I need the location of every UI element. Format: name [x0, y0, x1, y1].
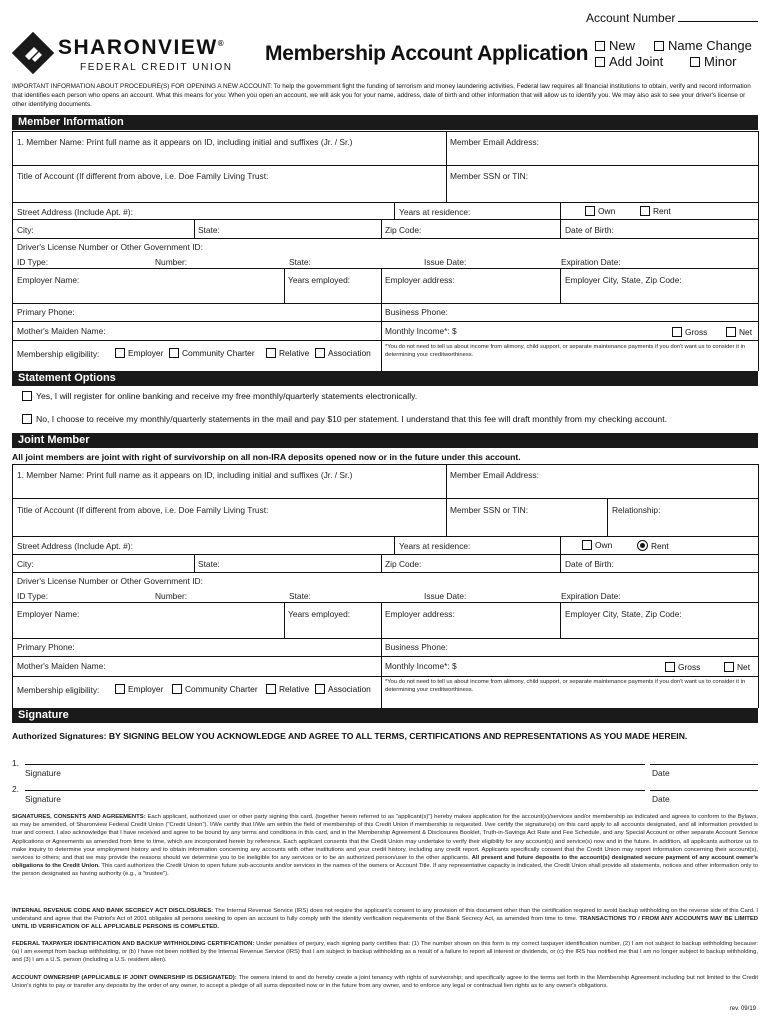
- joint-street-field[interactable]: Street Address (Include Apt. #):: [17, 541, 133, 551]
- member-income-note: *You do not need to tell us about income from alimony, child support, or separate maintenance payments if you don't want us to consider it in determining your creditworthiness.: [385, 344, 746, 358]
- member-employer-city-field[interactable]: Employer City, State, Zip Code:: [565, 275, 682, 285]
- member-years-employed-field[interactable]: Years employed:: [288, 275, 351, 285]
- date-2-line[interactable]: [650, 790, 758, 791]
- joint-monthly-income-field[interactable]: Monthly Income*: $: [385, 661, 457, 671]
- joint-income-note: *You do not need to tell us about income from alimony, child support, or separate maintenance payments if you don't want us to consider it in determining your creditworthiness.: [385, 679, 746, 693]
- member-eligibility-label: Membership eligibility:: [17, 349, 100, 359]
- joint-primary-phone-field[interactable]: Primary Phone:: [17, 642, 75, 652]
- member-primary-phone-field[interactable]: Primary Phone:: [17, 307, 75, 317]
- type-name-change[interactable]: Name Change: [654, 38, 752, 53]
- checkbox[interactable]: [582, 540, 592, 550]
- checkbox[interactable]: [690, 57, 700, 67]
- checkbox[interactable]: [640, 206, 650, 216]
- member-monthly-income-field[interactable]: Monthly Income*: $: [385, 326, 457, 336]
- sharonview-logo-icon: [12, 32, 54, 74]
- joint-id-state-field[interactable]: State:: [289, 591, 311, 601]
- joint-years-employed-field[interactable]: Years employed:: [288, 609, 351, 619]
- checkbox[interactable]: [726, 327, 736, 337]
- member-employer-name-field[interactable]: Employer Name:: [17, 275, 80, 285]
- joint-gross-option[interactable]: Gross: [665, 662, 700, 672]
- signature-1-line[interactable]: [25, 764, 645, 765]
- page-title: Membership Account Application: [265, 42, 589, 65]
- checkbox[interactable]: [595, 41, 605, 51]
- member-zip-field[interactable]: Zip Code:: [385, 225, 422, 235]
- member-ssn-field[interactable]: Member SSN or TIN:: [450, 171, 529, 181]
- member-business-phone-field[interactable]: Business Phone:: [385, 307, 448, 317]
- checkbox[interactable]: [665, 662, 675, 672]
- member-street-field[interactable]: Street Address (Include Apt. #):: [17, 207, 133, 217]
- type-new[interactable]: New: [595, 38, 635, 53]
- joint-id-number-field[interactable]: Number:: [155, 591, 188, 601]
- signature-2-label: Signature: [25, 794, 61, 804]
- member-id-number-field[interactable]: Number:: [155, 257, 188, 267]
- joint-account-title-field[interactable]: Title of Account (If different from above, i.e. Doe Family Living Trust:: [17, 505, 269, 515]
- signature-2-line[interactable]: [25, 790, 645, 791]
- joint-eligibility-label: Membership eligibility:: [17, 685, 100, 695]
- member-employer-address-field[interactable]: Employer address:: [385, 275, 455, 285]
- member-years-residence-field[interactable]: Years at residence:: [399, 207, 471, 217]
- joint-elig-community[interactable]: Community Charter: [172, 684, 258, 694]
- joint-elig-employer[interactable]: Employer: [115, 684, 163, 694]
- joint-id-type-field[interactable]: ID Type:: [17, 591, 49, 601]
- checkbox[interactable]: [595, 57, 605, 67]
- joint-name-field[interactable]: 1. Member Name: Print full name as it appears on ID, including initial and suffixes (Jr. / Sr.): [17, 470, 353, 480]
- checkbox[interactable]: [724, 662, 734, 672]
- important-notice: IMPORTANT INFORMATION ABOUT PROCEDURE(S) FOR OPENING A NEW ACCOUNT: To help the government fight the funding of terrorism and money laundering activities, Federal law requires all financial institutions to obtain, verify and record information that identifies each person who opens an account. What this means for you: When you open an account, we will ask you for your name, address, date of birth and other information that will allow us to identify you. We may also ask to see your driver's license or other identifying documents.: [12, 83, 751, 108]
- member-dob-field[interactable]: Date of Birth:: [565, 225, 614, 235]
- joint-own-option[interactable]: Own: [582, 540, 612, 550]
- member-elig-relative[interactable]: Relative: [266, 348, 309, 358]
- signature-2-number: 2.: [12, 784, 19, 794]
- signature-1-label: Signature: [25, 768, 61, 778]
- member-name-field[interactable]: 1. Member Name: Print full name as it appears on ID, including initial and suffixes (Jr. / Sr.): [17, 137, 353, 147]
- joint-dob-field[interactable]: Date of Birth:: [565, 559, 614, 569]
- joint-employer-name-field[interactable]: Employer Name:: [17, 609, 80, 619]
- checkbox[interactable]: [266, 348, 276, 358]
- type-minor[interactable]: Minor: [690, 54, 737, 69]
- joint-elig-relative[interactable]: Relative: [266, 684, 309, 694]
- joint-maiden-name-field[interactable]: Mother's Maiden Name:: [17, 661, 106, 671]
- member-maiden-name-field[interactable]: Mother's Maiden Name:: [17, 326, 106, 336]
- irs-bsa-paragraph: INTERNAL REVENUE CODE AND BANK SECRECY ACT DISCLOSURES: The Internal Revenue Service (IRS) does not require the applicant's consent to any provision of this document other than the certification required to avoid backup withholding on the reverse side of this Card. I understand and agree that the Patriot's Act of 2001 obligates all persons seeking to open an account to fully comply with the identity verification requirements of the Bank Secrecy Act, as amended from time to time. TRANSACTIONS TO / FROM ANY ACCOUNTS MAY BE LIMITED UNTIL ID VERIFICATION OF ALL APPLICABLE PERSONS IS COMPLETED.: [12, 908, 758, 931]
- checkbox[interactable]: [585, 206, 595, 216]
- type-add-joint[interactable]: Add Joint: [595, 54, 663, 69]
- joint-issue-date-field[interactable]: Issue Date:: [424, 591, 467, 601]
- checkbox[interactable]: [654, 41, 664, 51]
- joint-relationship-field[interactable]: Relationship:: [612, 505, 661, 515]
- joint-employer-city-field[interactable]: Employer City, State, Zip Code:: [565, 609, 682, 619]
- section-joint-member: Joint Member: [12, 433, 758, 448]
- member-dl-label: Driver's License Number or Other Government ID:: [17, 242, 203, 252]
- member-elig-association[interactable]: Association: [315, 348, 371, 358]
- member-account-title-field[interactable]: Title of Account (If different from above, i.e. Doe Family Living Trust:: [17, 171, 269, 181]
- section-statement-options: Statement Options: [12, 371, 758, 386]
- joint-expiration-field[interactable]: Expiration Date:: [561, 591, 621, 601]
- joint-state-field[interactable]: State:: [198, 559, 220, 569]
- member-city-field[interactable]: City:: [17, 225, 34, 235]
- date-1-line[interactable]: [650, 764, 758, 765]
- checkbox[interactable]: [22, 391, 32, 401]
- logo-name: SHARONVIEW®: [58, 36, 226, 59]
- checkbox[interactable]: [22, 414, 32, 424]
- checkbox[interactable]: [115, 684, 125, 694]
- checkbox[interactable]: [266, 684, 276, 694]
- statement-option-mail[interactable]: No, I choose to receive my monthly/quarterly statements in the mail and pay $10 per statement. I understand that this fee will draft monthly from my checking account.: [22, 414, 667, 424]
- checkbox[interactable]: [315, 348, 325, 358]
- joint-years-residence-field[interactable]: Years at residence:: [399, 541, 471, 551]
- joint-zip-field[interactable]: Zip Code:: [385, 559, 422, 569]
- joint-ssn-field[interactable]: Member SSN or TIN:: [450, 505, 529, 515]
- signatures-consents-paragraph: SIGNATURES, CONSENTS AND AGREEMENTS: Each applicant, authorized user or other party signing this card, (together herein referred to as "applicant(s)") hereby makes application for the account(s)/services and/or membership as indicated and agrees to conform to the Bylaws, as may be amended, of Sharonview Federal Credit Union ("Credit Union"). I/We certify that I/We am within the field of membership of this Credit Union if membership is requested. I/we certify the signature(s) on this card apply to all accounts designated, and all information provided is true and correct. I also acknowledge that I have received and agree to be bound by any terms and conditions in this card, and in the Membership Agreement & Disclosures Booklet, Truth-in-Savings Act Rate and Fee Schedule, and any Special Account or other separate Account Service Applications or Agreements as amended from time to time, which are incorporated herein by reference. Each applicant consents that the Credit Union may undertake to verify their eligibility for any account(s) and service(s) now and in the future. In addition, all applicants authorize us to make inquiry to determine your employment history and to obtain information concerning any accounts with other institutions and your credit history, including any credit report. Applicants specifically consent that the Credit Union may report information concerning their account(s), services to others; and that we may provide the reasons should we determine you to be ineligible for any services or to be an authorized person/user to the other applicants. All present and future deposits to the account(s) designated secure payment of any account owner's obligations to the Credit Union. This card authorizes the Credit Union to open future sub-accounts and/or services in the names of the owners or Account Title. If any representative capacity is indicated, the Credit Union shall provide all statements, notices and other information only to the person designated as having authority (e.g., a "trustee").: [12, 814, 759, 878]
- joint-survivorship-note: All joint members are joint with right of survivorship on all non-IRA deposits opened now or in the future under this account.: [12, 452, 521, 462]
- member-elig-community[interactable]: Community Charter: [169, 348, 255, 358]
- member-expiration-field[interactable]: Expiration Date:: [561, 257, 621, 267]
- member-elig-employer[interactable]: Employer: [115, 348, 163, 358]
- account-ownership-paragraph: ACCOUNT OWNERSHIP (APPLICABLE IF JOINT OWNERSHIP IS DESIGNATED): The owners intend to and do hereby create a joint tenancy with rights of survivorship; and specifically agree to the terms set forth in the Membership Agreement including but not limited to the Credit Union's rights to pay or transfer any deposits by the order of any owner, to accept a pledge of all sums deposited now or in the future from any owner, and to enforce any legal or contractual lien rights as to any owner's obligations.: [12, 975, 759, 990]
- member-gross-option[interactable]: Gross: [672, 327, 707, 337]
- authorized-signatures-statement: Authorized Signatures: BY SIGNING BELOW YOU ACKNOWLEDGE AND AGREE TO ALL TERMS, CERTIFICATIONS AND REPRESENTATIONS AS YOU MADE HEREIN.: [12, 731, 688, 741]
- joint-dl-label: Driver's License Number or Other Government ID:: [17, 576, 203, 586]
- account-number-field[interactable]: [678, 12, 758, 22]
- member-rent-option[interactable]: Rent: [640, 206, 671, 216]
- member-email-field[interactable]: Member Email Address:: [450, 137, 539, 147]
- member-state-field[interactable]: State:: [198, 225, 220, 235]
- joint-city-field[interactable]: City:: [17, 559, 34, 569]
- member-net-option[interactable]: Net: [726, 327, 752, 337]
- date-2-label: Date: [652, 794, 670, 804]
- joint-net-option[interactable]: Net: [724, 662, 750, 672]
- joint-elig-association[interactable]: Association: [315, 684, 371, 694]
- statement-option-electronic[interactable]: Yes, I will register for online banking and receive my free monthly/quarterly statements electronically.: [22, 391, 417, 401]
- member-own-option[interactable]: Own: [585, 206, 615, 216]
- checkbox[interactable]: [172, 684, 182, 694]
- joint-employer-address-field[interactable]: Employer address:: [385, 609, 455, 619]
- revision-label: rev. 09/19: [729, 1006, 756, 1012]
- joint-email-field[interactable]: Member Email Address:: [450, 470, 539, 480]
- account-number-label: Account Number: [586, 11, 758, 25]
- taxpayer-certification-paragraph: FEDERAL TAXPAYER IDENTIFICATION AND BACKUP WITHHOLDING CERTIFICATION: Under penalties of perjury, each signing party certifies that: (1) The number shown on this form is my correct taxpayer identification number, (2) I am not subject to backup withholding because: (a) I am exempt from backup withholding, or (b) I have not been notified by the Internal Revenue Service (IRS) that I am subject to backup withholding as a result of a failure to report all interest or dividends, or (c) the IRS has notified me that I am no longer subject to backup withholding, and (3) I am a U.S. person (including a U.S. resident alien).: [12, 941, 758, 964]
- checkbox[interactable]: [315, 684, 325, 694]
- signature-1-number: 1.: [12, 758, 19, 768]
- member-id-state-field[interactable]: State:: [289, 257, 311, 267]
- joint-rent-option[interactable]: Rent: [637, 540, 669, 551]
- checkbox[interactable]: [115, 348, 125, 358]
- joint-business-phone-field[interactable]: Business Phone:: [385, 642, 448, 652]
- checkbox[interactable]: [672, 327, 682, 337]
- radio-selected[interactable]: [637, 540, 648, 551]
- member-id-type-field[interactable]: ID Type:: [17, 257, 49, 267]
- logo-subtitle: FEDERAL CREDIT UNION: [80, 62, 233, 73]
- section-signature: Signature: [12, 708, 758, 723]
- section-member-information: Member Information: [12, 115, 758, 130]
- date-1-label: Date: [652, 768, 670, 778]
- member-issue-date-field[interactable]: Issue Date:: [424, 257, 467, 267]
- checkbox[interactable]: [169, 348, 179, 358]
